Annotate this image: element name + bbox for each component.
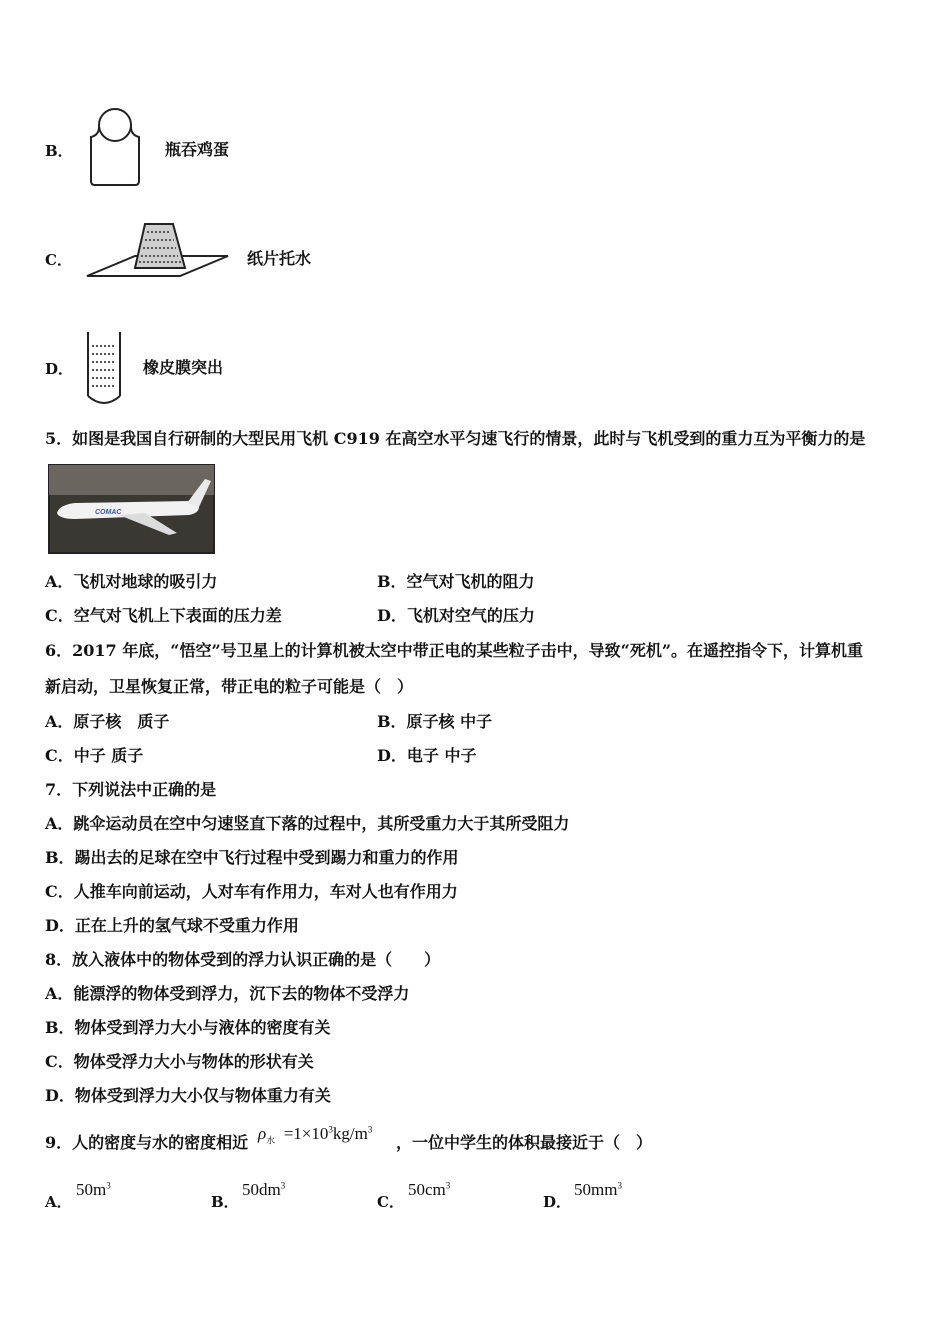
q5-stem: 5．如图是我国自行研制的大型民用飞机 C919 在高空水平匀速飞行的情景，此时与飞机受到的重力互为平衡力的是 [45,429,866,448]
q9-density-formula [258,1124,372,1146]
rho-symbol: ρ [258,1124,267,1143]
card-holds-water-figure [85,218,230,280]
q6-option-d: D．电子 中子 [377,746,477,765]
q9-stem-prefix: 9．人的密度与水的密度相近 [45,1133,249,1152]
q9-option-c-letter: C． [377,1193,404,1211]
q9-option-a-letter: A． [45,1193,72,1211]
q6-option-a: A．原子核 质子 [45,712,170,731]
q5-option-c: C．空气对飞机上下表面的压力差 [45,606,282,625]
q9-option-d-number: 50mm [574,1180,618,1199]
q9-option-d-letter: D． [543,1193,572,1211]
bottle-egg-figure [85,105,145,187]
q6-option-c: C．中子 质子 [45,746,144,765]
q4-option-b-letter: B． [45,142,73,160]
q8-option-b: B．物体受到浮力大小与液体的密度有关 [45,1018,331,1037]
q8-option-d: D．物体受到浮力大小仅与物体重力有关 [45,1086,331,1105]
q8-option-c: C．物体受浮力大小与物体的形状有关 [45,1052,314,1071]
c919-airplane-photo [49,465,214,553]
q9-option-d-exp: 3 [617,1180,622,1191]
q9-option-b-letter: B． [211,1193,239,1211]
q9-option-d-value [574,1180,622,1200]
q9-option-a-value [76,1180,111,1200]
q5-option-d: D．飞机对空气的压力 [377,606,535,625]
q9-option-c-number: 50cm [408,1180,446,1199]
q7-option-a: A．跳伞运动员在空中匀速竖直下落的过程中，其所受重力大于其所受阻力 [45,814,570,833]
formula-value: =1×10 [283,1124,329,1143]
q7-option-d: D．正在上升的氢气球不受重力作用 [45,916,299,935]
rubber-membrane-figure [80,330,130,410]
q7-option-c: C．人推车向前运动，人对车有作用力，车对人也有作用力 [45,882,458,901]
q9-option-c-exp: 3 [445,1180,451,1191]
q7-option-b: B．踢出去的足球在空中飞行过程中受到踢力和重力的作用 [45,848,459,867]
q9-option-b-exp: 3 [280,1180,286,1191]
q8-stem: 8．放入液体中的物体受到的浮力认识正确的是（ ） [45,950,441,969]
q9-option-a-exp: 3 [106,1180,111,1191]
q6-stem-line1: 6．2017 年底，“悟空”号卫星上的计算机被太空中带正电的某些粒子击中，导致“死机”。在遥控指令下，计算机重 [45,641,864,660]
q4-option-d-text: 橡皮膜突出 [143,358,224,377]
q5-option-b: B．空气对飞机的阻力 [377,572,535,591]
rho-subscript: 水 [266,1135,276,1146]
q8-option-a: A．能漂浮的物体受到浮力，沉下去的物体不受浮力 [45,984,410,1003]
q4-option-d-letter: D． [45,360,74,378]
q4-option-c-text: 纸片托水 [247,249,312,268]
formula-unit-exponent: 3 [367,1124,373,1135]
q6-stem-line2: 新启动，卫星恢复正常，带正电的粒子可能是（ ） [45,677,414,696]
formula-unit: kg/m [332,1124,368,1143]
q7-stem: 7．下列说法中正确的是 [45,780,217,799]
q9-option-b-value [242,1180,285,1200]
q6-option-b: B．原子核 中子 [377,712,493,731]
q4-option-b-text: 瓶吞鸡蛋 [165,140,230,159]
plane-livery-text: COMAC [95,509,122,516]
q9-option-b-number: 50dm [242,1180,281,1199]
q9-option-a-number: 50m [76,1180,107,1199]
q9-stem-suffix: ，一位中学生的体积最接近于（ ） [396,1133,653,1152]
formula-exponent: 3 [328,1124,333,1135]
q4-option-c-letter: C． [45,251,72,269]
q5-option-a: A．飞机对地球的吸引力 [45,572,218,591]
q9-option-c-value [408,1180,450,1200]
